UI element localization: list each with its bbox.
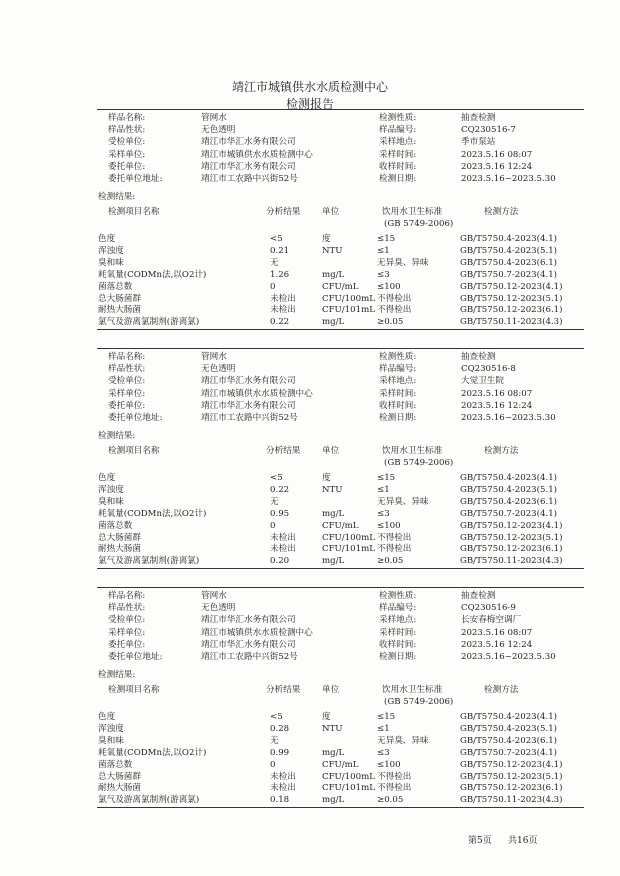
receive-time-label: 收样时间: [379,400,417,411]
receive-time-value: 2023.5.16 12:24 [461,161,533,172]
row-result: 未检出 [270,771,296,782]
col-unit-header: 单位 [322,446,340,456]
row-unit: NTU [322,245,343,256]
col-method-header: 检测方法 [484,446,519,456]
client-unit-label: 委托单位: [108,161,146,172]
row-item-name: 臭和味 [98,257,124,268]
row-unit: mg/L [322,747,345,758]
row-result: <5 [270,234,283,244]
results-label: 检测结果: [98,431,136,441]
row-unit: mg/L [322,269,345,280]
row-standard: ≥0.05 [377,317,404,328]
row-item-name: 臭和味 [98,496,124,507]
row-method: GB/T5750.12-2023(4.1) [460,281,563,292]
client-address-label: 委托单位地址: [108,174,163,184]
row-result: <5 [270,712,283,722]
section-bottom-rule [97,329,584,330]
sample-name-value: 管网水 [201,591,227,601]
client-address-value: 靖江市工农路中兴街52号 [201,413,298,423]
col-std-code-header: (GB 5749-2006) [384,458,454,468]
sampling-unit-value: 靖江市城镇供水水质检测中心 [201,149,313,160]
test-nature-label: 检测性质: [379,113,417,123]
page-total: 共16页 [508,836,538,846]
row-method: GB/T5750.4-2023(4.1) [460,473,558,483]
row-standard: ≥0.05 [377,556,404,567]
client-unit-value: 靖江市华汇水务有限公司 [201,400,296,411]
row-result: 0.95 [270,508,290,519]
inspected-unit-value: 靖江市华汇水务有限公司 [201,376,296,387]
row-standard: ≤3 [377,269,390,280]
test-date-label: 检测日期: [379,174,417,184]
row-unit: mg/L [322,795,345,806]
row-unit: CFU/mL [322,759,359,770]
row-standard: ≤100 [377,281,401,292]
row-method: GB/T5750.11-2023(4.3) [460,795,563,806]
client-unit-label: 委托单位: [108,400,146,411]
sampling-site-value: 长安春梅空调厂 [461,615,522,626]
test-date-label: 检测日期: [379,652,417,662]
row-item-name: 总大肠菌群 [98,293,141,304]
row-standard: 无异臭、异味 [377,735,429,746]
sample-name-label: 样品名称: [108,591,146,601]
row-item-name: 耗氧量(CODMn法,以O2计) [98,747,207,758]
row-result: 0.18 [270,795,290,806]
row-method: GB/T5750.4-2023(4.1) [460,712,558,722]
sample-name-value: 管网水 [201,352,227,362]
row-method: GB/T5750.12-2023(6.1) [460,544,563,555]
client-unit-value: 靖江市华汇水务有限公司 [201,639,296,650]
row-method: GB/T5750.4-2023(6.1) [460,735,558,746]
receive-time-label: 收样时间: [379,161,417,172]
row-standard: 不得检出 [377,293,412,304]
col-std-code-header: (GB 5749-2006) [384,697,454,707]
row-unit: 度 [322,473,331,483]
row-item-name: 菌落总数 [98,520,133,531]
row-method: GB/T5750.11-2023(4.3) [460,556,563,567]
row-method: GB/T5750.4-2023(6.1) [460,496,558,507]
row-method: GB/T5750.12-2023(4.1) [460,759,563,770]
row-result: 0.20 [270,556,290,567]
sample-no-label: 样品编号: [379,364,417,375]
row-result: 未检出 [270,532,296,543]
row-unit: CFU/101mL [322,305,375,316]
col-result-header: 分析结果 [266,446,301,456]
section-top-rule [97,109,584,110]
row-item-name: 耐热大肠菌 [98,544,141,555]
row-method: GB/T5750.11-2023(4.3) [460,317,563,328]
row-result: 未检出 [270,544,296,555]
test-nature-label: 检测性质: [379,352,417,362]
org-title: 靖江市城镇供水水质检测中心 [231,80,388,94]
receive-time-value: 2023.5.16 12:24 [461,400,533,411]
row-standard: ≥0.05 [377,795,404,806]
col-method-header: 检测方法 [484,207,519,217]
row-method: GB/T5750.12-2023(4.1) [460,520,563,531]
col-std-header: 饮用水卫生标准 [382,207,443,217]
row-item-name: 浑浊度 [98,245,124,256]
row-result: 0.99 [270,747,290,758]
sampling-site-label: 采样地点: [379,615,417,626]
sampling-site-label: 采样地点: [379,137,417,148]
row-item-name: 浑浊度 [98,723,124,734]
row-method: GB/T5750.4-2023(6.1) [460,257,558,268]
row-unit: CFU/100mL [322,771,375,782]
sample-no-value: CQ230516-9 [461,603,516,614]
row-unit: mg/L [322,556,345,567]
row-result: <5 [270,473,283,483]
col-std-header: 饮用水卫生标准 [382,685,443,695]
sampling-time-value: 2023.5.16 08:07 [461,149,533,160]
sampling-unit-label: 采样单位: [108,149,146,160]
row-method: GB/T5750.12-2023(5.1) [460,293,563,304]
row-item-name: 耐热大肠菌 [98,783,141,794]
sample-no-value: CQ230516-7 [461,125,516,136]
row-standard: 无异臭、异味 [377,257,429,268]
row-unit: NTU [322,723,343,734]
row-standard: 不得检出 [377,771,412,782]
section-top-rule [97,587,584,588]
row-unit: 度 [322,712,331,722]
row-item-name: 色度 [98,473,116,483]
sample-status-value: 无色透明 [201,125,236,136]
sampling-site-value: 大觉卫生院 [461,376,504,387]
report-title: 检测报告 [285,97,334,111]
results-label: 检测结果: [98,192,136,202]
row-unit: mg/L [322,317,345,328]
row-method: GB/T5750.4-2023(5.1) [460,245,558,256]
row-result: 无 [270,496,279,507]
test-date-label: 检测日期: [379,413,417,423]
row-item-name: 色度 [98,234,116,244]
row-result: 无 [270,257,279,268]
col-unit-header: 单位 [322,207,340,217]
row-item-name: 氯气及游离氯制剂(游离氯) [98,317,200,328]
page-number: 第5页 [468,836,492,846]
col-result-header: 分析结果 [266,207,301,217]
row-result: 0.21 [270,245,290,256]
client-address-value: 靖江市工农路中兴街52号 [201,652,298,662]
sampling-time-label: 采样时间: [379,149,417,160]
row-method: GB/T5750.12-2023(6.1) [460,783,563,794]
row-standard: 不得检出 [377,532,412,543]
row-unit: CFU/mL [322,520,359,531]
row-result: 0.28 [270,723,290,734]
row-result: 未检出 [270,783,296,794]
row-item-name: 臭和味 [98,735,124,746]
row-method: GB/T5750.7-2023(4.1) [460,508,558,519]
test-nature-value: 抽查检测 [461,352,496,362]
row-result: 1.26 [270,269,290,280]
sampling-unit-label: 采样单位: [108,388,146,399]
sampling-unit-label: 采样单位: [108,627,146,638]
row-unit: CFU/mL [322,281,359,292]
sampling-site-label: 采样地点: [379,376,417,387]
row-standard: ≤15 [377,473,396,483]
sampling-unit-value: 靖江市城镇供水水质检测中心 [201,627,313,638]
test-date-value: 2023.5.16~2023.5.30 [461,413,556,423]
client-unit-value: 靖江市华汇水务有限公司 [201,161,296,172]
section-bottom-rule [97,568,584,569]
row-unit: NTU [322,484,343,495]
row-method: GB/T5750.12-2023(5.1) [460,532,563,543]
inspected-unit-value: 靖江市华汇水务有限公司 [201,137,296,148]
row-unit: CFU/100mL [322,532,375,543]
sampling-site-value: 季市泵站 [461,137,496,148]
sample-status-label: 样品性状: [108,364,146,375]
row-standard: ≤100 [377,520,401,531]
row-unit: 度 [322,234,331,244]
row-result: 0 [270,520,276,531]
sampling-unit-value: 靖江市城镇供水水质检测中心 [201,388,313,399]
sampling-time-label: 采样时间: [379,388,417,399]
row-item-name: 氯气及游离氯制剂(游离氯) [98,795,200,806]
col-result-header: 分析结果 [266,685,301,695]
row-item-name: 菌落总数 [98,281,133,292]
test-nature-value: 抽查检测 [461,591,496,601]
row-method: GB/T5750.4-2023(5.1) [460,484,558,495]
client-address-label: 委托单位地址: [108,652,163,662]
sample-status-label: 样品性状: [108,603,146,614]
row-standard: ≤15 [377,234,396,244]
row-method: GB/T5750.4-2023(4.1) [460,234,558,244]
client-address-label: 委托单位地址: [108,413,163,423]
row-unit: CFU/101mL [322,783,375,794]
row-standard: 无异臭、异味 [377,496,429,507]
section-bottom-rule [97,807,584,808]
test-date-value: 2023.5.16~2023.5.30 [461,652,556,662]
row-item-name: 浑浊度 [98,484,124,495]
row-method: GB/T5750.12-2023(5.1) [460,771,563,782]
row-unit: CFU/101mL [322,544,375,555]
client-address-value: 靖江市工农路中兴街52号 [201,174,298,184]
row-standard: ≤100 [377,759,401,770]
sample-no-label: 样品编号: [379,125,417,136]
row-result: 0 [270,281,276,292]
row-item-name: 耗氧量(CODMn法,以O2计) [98,508,207,519]
row-unit: CFU/100mL [322,293,375,304]
col-method-header: 检测方法 [484,685,519,695]
col-item-header: 检测项目名称 [108,446,160,456]
row-result: 无 [270,735,279,746]
row-result: 0.22 [270,317,290,328]
test-date-value: 2023.5.16~2023.5.30 [461,174,556,184]
row-method: GB/T5750.7-2023(4.1) [460,747,558,758]
row-item-name: 总大肠菌群 [98,771,141,782]
row-standard: ≤3 [377,747,390,758]
col-item-header: 检测项目名称 [108,685,160,695]
row-item-name: 耐热大肠菌 [98,305,141,316]
col-std-header: 饮用水卫生标准 [382,446,443,456]
sample-no-value: CQ230516-8 [461,364,516,375]
receive-time-value: 2023.5.16 12:24 [461,639,533,650]
sample-name-label: 样品名称: [108,352,146,362]
test-nature-label: 检测性质: [379,591,417,601]
row-item-name: 菌落总数 [98,759,133,770]
row-method: GB/T5750.12-2023(6.1) [460,305,563,316]
sampling-time-label: 采样时间: [379,627,417,638]
row-standard: ≤1 [377,484,390,495]
results-label: 检测结果: [98,670,136,680]
inspected-unit-label: 受检单位: [108,376,146,387]
test-nature-value: 抽查检测 [461,113,496,123]
inspected-unit-label: 受检单位: [108,137,146,148]
inspected-unit-label: 受检单位: [108,615,146,626]
row-unit: mg/L [322,508,345,519]
row-item-name: 耗氧量(CODMn法,以O2计) [98,269,207,280]
client-unit-label: 委托单位: [108,639,146,650]
receive-time-label: 收样时间: [379,639,417,650]
sampling-time-value: 2023.5.16 08:07 [461,388,533,399]
sample-name-value: 管网水 [201,113,227,123]
sample-no-label: 样品编号: [379,603,417,614]
row-standard: 不得检出 [377,783,412,794]
row-standard: ≤1 [377,723,390,734]
section-top-rule [97,348,584,349]
row-result: 未检出 [270,293,296,304]
sample-status-value: 无色透明 [201,603,236,614]
row-standard: ≤15 [377,712,396,722]
row-standard: ≤3 [377,508,390,519]
row-item-name: 总大肠菌群 [98,532,141,543]
row-result: 0 [270,759,276,770]
row-method: GB/T5750.4-2023(5.1) [460,723,558,734]
sample-name-label: 样品名称: [108,113,146,123]
row-method: GB/T5750.7-2023(4.1) [460,269,558,280]
sample-status-label: 样品性状: [108,125,146,136]
row-standard: 不得检出 [377,305,412,316]
row-item-name: 氯气及游离氯制剂(游离氯) [98,556,200,567]
row-result: 未检出 [270,305,296,316]
sampling-time-value: 2023.5.16 08:07 [461,627,533,638]
inspected-unit-value: 靖江市华汇水务有限公司 [201,615,296,626]
row-standard: 不得检出 [377,544,412,555]
row-item-name: 色度 [98,712,116,722]
col-unit-header: 单位 [322,685,340,695]
sample-status-value: 无色透明 [201,364,236,375]
col-item-header: 检测项目名称 [108,207,160,217]
row-result: 0.22 [270,484,290,495]
row-standard: ≤1 [377,245,390,256]
col-std-code-header: (GB 5749-2006) [384,219,454,229]
